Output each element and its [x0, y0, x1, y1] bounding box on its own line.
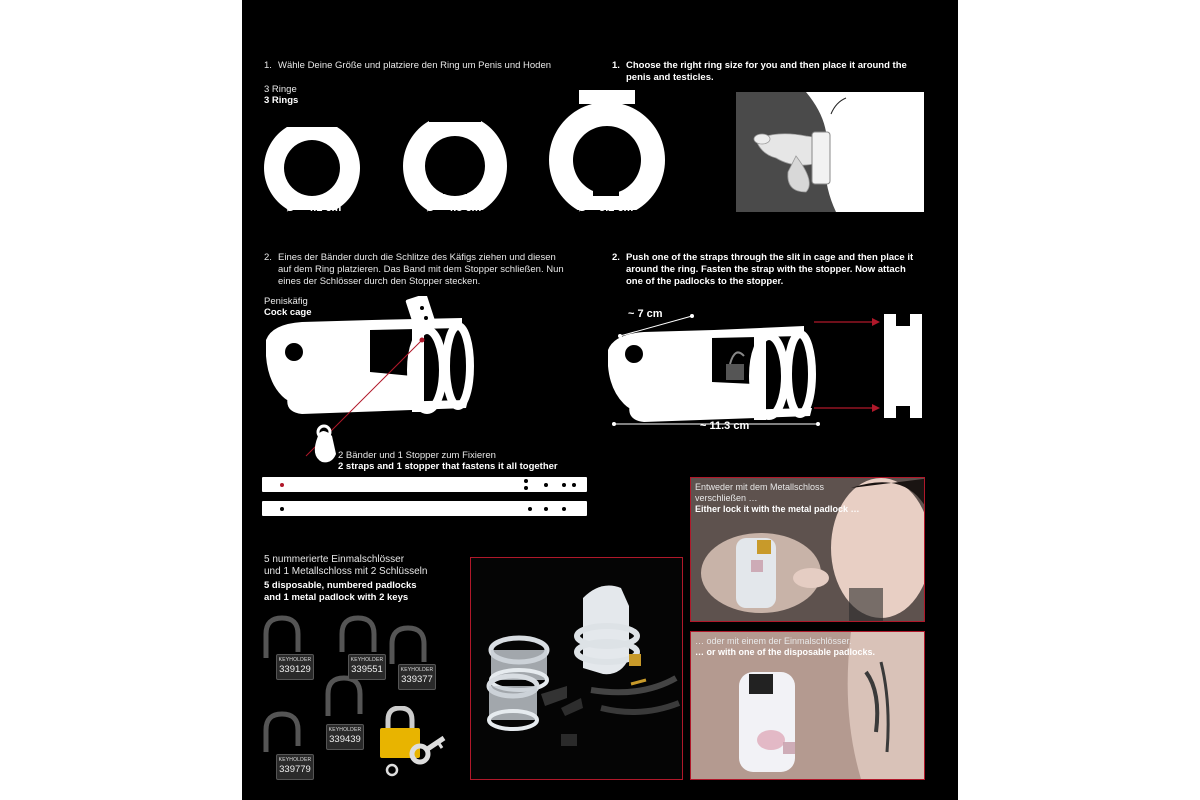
ring-size-small: Ø ~ 4.1 cm [286, 202, 342, 214]
straps-en-label: 2 straps and 1 stopper that fastens it all together [338, 461, 558, 472]
padlock-tag-2: KEYHOLDER 339551 [348, 654, 386, 680]
cage-de-label: Peniskäfig [264, 296, 308, 307]
ring-small [264, 115, 360, 210]
padlock-tag-1: KEYHOLDER 339129 [276, 654, 314, 680]
cage-length-dimension: ~ 11.3 cm [700, 420, 750, 432]
padlocks-de-line2: und 1 Metallschloss mit 2 Schlüsseln [264, 566, 428, 577]
assembled-cage-illustration [604, 300, 934, 436]
step2-de-text: Eines der Bänder durch die Schlitze des Käfigs ziehen und diesen auf dem Ring platzieren. Das Band mit dem Stopper schließen. Nun eines der Schlösser durch den Stopper stecken. [278, 252, 564, 287]
padlocks-en-line1: 5 disposable, numbered padlocks [264, 580, 417, 591]
rings-de-label: 3 Ringe [264, 84, 297, 95]
padlock-number: 339779 [279, 764, 311, 775]
padlock-number: 339377 [401, 674, 433, 685]
ring-size-large: Ø ~ 5.2 cm [578, 202, 634, 214]
step1-de-number: 1. [264, 60, 272, 71]
straps-de-label: 2 Bänder und 1 Stopper zum Fixieren [338, 450, 496, 461]
padlock-number: 339129 [279, 664, 311, 675]
padlock-number: 339551 [351, 664, 383, 675]
strap-1 [262, 477, 587, 492]
product-contents-photo [470, 557, 683, 780]
metal-padlock-caption-de: Entweder mit dem Metallschloss verschließen … [695, 482, 825, 503]
disposable-padlock-caption-de: … oder mit einem der Einmalschlösser. [695, 636, 852, 646]
ring-medium [403, 110, 507, 210]
rings-en-label: 3 Rings [264, 95, 299, 106]
step1-de-text: Wähle Deine Größe und platziere den Ring um Penis und Hoden [278, 60, 552, 71]
padlock-tag-5: KEYHOLDER 339779 [276, 754, 314, 780]
instruction-panel [242, 0, 958, 800]
metal-padlock-caption [695, 482, 870, 515]
cock-cage-illustration [262, 296, 482, 476]
rings-illustration [257, 80, 677, 210]
strap-2 [262, 501, 587, 516]
cage-en-label: Cock cage [264, 307, 312, 318]
disposable-padlock-caption-en: … or with one of the disposable padlocks. [695, 647, 876, 657]
metal-padlock-photo [690, 477, 925, 622]
step2-de-number: 2. [264, 252, 272, 263]
step1-en-text: Choose the right ring size for you and then place it around the penis and testicles. [626, 60, 907, 83]
padlocks-de-line1: 5 nummerierte Einmalschlösser [264, 554, 405, 565]
padlock-number: 339439 [329, 734, 361, 745]
cage-width-dimension: ~ 7 cm [628, 308, 663, 320]
disposable-padlock-photo [690, 631, 925, 780]
ring-large [549, 90, 665, 210]
metal-padlock-icon [378, 706, 458, 786]
step2-en-number: 2. [612, 252, 620, 263]
padlock-tag-3: KEYHOLDER 339377 [398, 664, 436, 690]
padlocks-en-line2: and 1 metal padlock with 2 keys [264, 592, 409, 603]
disposable-padlock-caption [695, 636, 915, 658]
step2-en-text: Push one of the straps through the slit in cage and then place it around the ring. Fasten the strap with the stopper. Now attach one of the padlocks to the stopper. [626, 252, 914, 287]
metal-padlock-caption-en: Either lock it with the metal padlock … [695, 504, 860, 514]
step1-en-number: 1. [612, 60, 620, 71]
padlock-tag-4: KEYHOLDER 339439 [326, 724, 364, 750]
ring-placement-figure [736, 92, 924, 212]
ring-size-medium: Ø ~ 4.8 cm [426, 202, 482, 214]
